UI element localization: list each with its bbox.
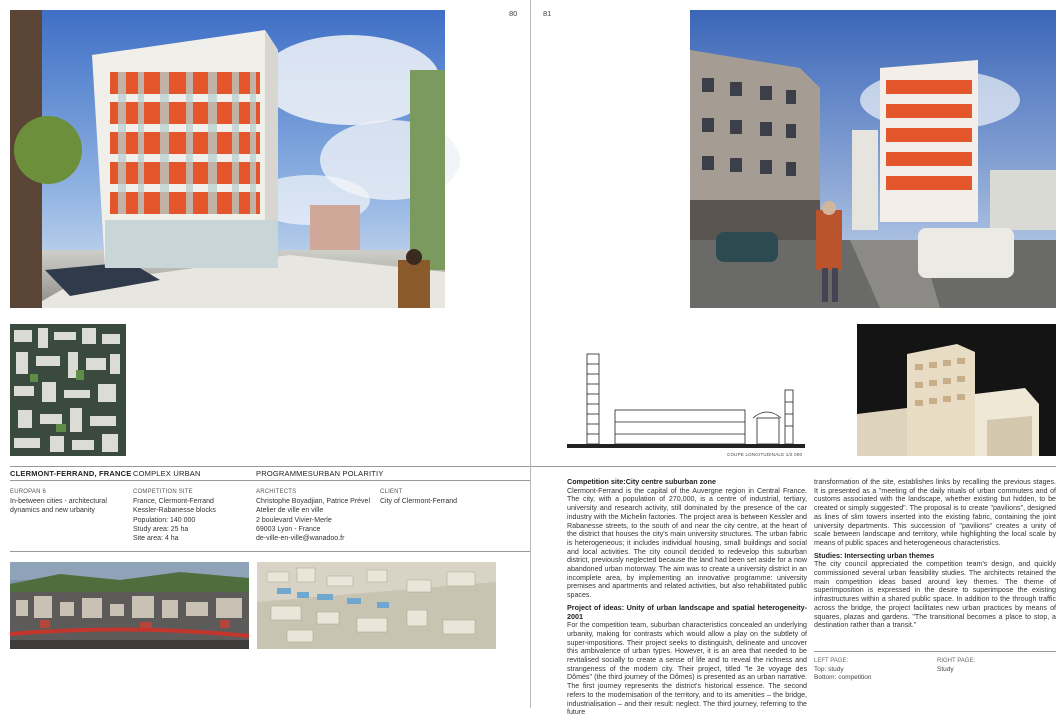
competition-site-label: COMPETITION SITE: [133, 489, 193, 495]
architects-line: 69003 Lyon - France: [256, 525, 321, 533]
project-type: COMPLEX URBAN: [133, 469, 201, 478]
europan-value: In-between cities - architectural dynamics and new urbanity: [10, 498, 107, 515]
article-column-2: [814, 478, 1056, 634]
competition-site-line: Population: 140 000: [133, 516, 196, 524]
client-value: City of Clermont-Ferrand: [380, 498, 458, 506]
meta-top-rule: [10, 466, 531, 467]
section-heading: Competition site:City centre suburban zone: [567, 477, 716, 486]
legend-left-line: Bottom: competition: [814, 674, 872, 681]
article-column-1: [567, 478, 807, 721]
street-rendering-image: [690, 10, 1056, 308]
meta-architects: [256, 488, 378, 543]
meta-client: [380, 488, 500, 506]
section-body: The city council appreciated the competition team's design, and quickly commissioned several urban feasibility studies. The architects retained the main competition ideas based around key themes. The theme of superimposition is expressed in the desire to superimpose the existing infrastructures within a shared public space. In addition to the through traffic across the bridge, the project facilitates new urban practices by means of squares, plazas and gardens. "The transitional becomes a place to stop, a destination rather than a transit.": [814, 560, 1056, 630]
competition-site-line: Kessler-Rabanesse blocks: [133, 507, 216, 515]
text-top-rule: [531, 466, 1056, 467]
legend-left-page: [814, 657, 871, 683]
meta-bottom-rule: [10, 551, 531, 552]
competition-site-line: Site area: 4 ha: [133, 535, 179, 543]
competition-model-image: [257, 562, 496, 649]
city-panorama-image: [10, 562, 249, 649]
legend-left-line: Top: study: [814, 665, 844, 673]
legend-right-page: [937, 657, 975, 674]
section-body: For the competition team, suburban characteristics concealed an underlying urbanity, making for contrasts which would allow a play on the subtlety of super-impositions. Their project seeks to distinguish, delineate and uncover this ambivalence of urban types. However, it is an area that needed to be revitalised socially to create a sense of life and to reveal the richness and strangeness of the modern city. Their project, titled "le 3e voyage des Dômes" (the third journey of the Dômes) is presented as an urban narrative. The first journey represents the district's historical essence. The second refers to the modernisation of the territory, and to its amenities – the bridge, industrialisation – and their result: neglect. The third journey, referring to the future: [567, 621, 807, 717]
legend-right-line: Study: [937, 665, 954, 673]
competition-site-line: Study area: 25 ha: [133, 525, 189, 533]
section-body: transformation of the site, establishes links by recalling the previous stages. It is presented as a "meeting of the daily rituals of urban commuters and of customs associated with the landscape, whether existing but hidden, to be created or simply suggested". The proposal is to create "pavilions", designed as lines of slim towers inserted into the existing fabric, containing the joint university departments. This succession of "pavilions" creates a unity of scale between landscape and territory, while highlighting the local scale by means of public spaces and heterogeneous characteristics.: [814, 478, 1056, 547]
meta-competition-site: [133, 488, 251, 543]
aerial-map-image: [10, 324, 126, 456]
legend-left-label: LEFT PAGE:: [814, 658, 849, 664]
legend-rule: [814, 651, 1056, 652]
hero-rendering-image: [10, 10, 445, 308]
architects-line: Atelier de ville en ville: [256, 507, 324, 515]
section-caption: COUPE LONGITUDINALE 1/2 000: [727, 452, 803, 457]
section-heading: Studies: Intersecting urban themes: [814, 550, 935, 560]
page-number: 81: [543, 9, 552, 18]
right-page: [531, 0, 1062, 717]
legend-right-label: RIGHT PAGE:: [937, 658, 976, 664]
section-heading: Project of ideas: Unity of urban landscape and spatial heterogeneity-2001: [567, 602, 807, 621]
longitudinal-section-drawing: [567, 348, 805, 460]
page-number: 80: [509, 9, 518, 18]
left-page: [0, 0, 531, 708]
project-title: CLERMONT-FERRAND, FRANCE: [10, 469, 132, 478]
architects-line: Christophe Boyadjian, Patrice Prével: [256, 498, 371, 506]
architects-line: 2 boulevard Vivier-Merle: [256, 516, 332, 524]
meta-europan: [10, 488, 125, 516]
architects-label: ARCHITECTS: [256, 489, 297, 495]
meta-mid-rule: [10, 480, 531, 481]
section-body: Clermont-Ferrand is the capital of the Auvergne region in Central France. The city, with a population of 270,000, is a centre of industrial, tertiary, university and research activity, still dominated by the presence of the car industry with the Michelin factories. The project area is between Kessler and Rabanesse streets, to the south of and near the city centre, at the heart of the district that houses the city's main university structures. The urban fabric is heterogeneous; it includes individual housing, small buildings and social and local activities. The city council decided to redevelop this suburban district, previously neglected because the land had been set aside for a now abandoned urban motorway. The aim was to create a university district in an incomplete area, by implementing an innovative programme: university premises and apartments and related activities, but also rehabilitated public spaces.: [567, 486, 807, 600]
europan-label: EUROPAN 6: [10, 489, 47, 495]
architects-line: de-ville-en-ville@wanadoo.fr: [256, 535, 345, 543]
project-programme: PROGRAMMESURBAN POLARITIY: [256, 469, 384, 478]
client-label: CLIENT: [380, 489, 403, 495]
study-model-image: [857, 324, 1056, 456]
competition-site-line: France, Clermont-Ferrand: [133, 498, 214, 506]
